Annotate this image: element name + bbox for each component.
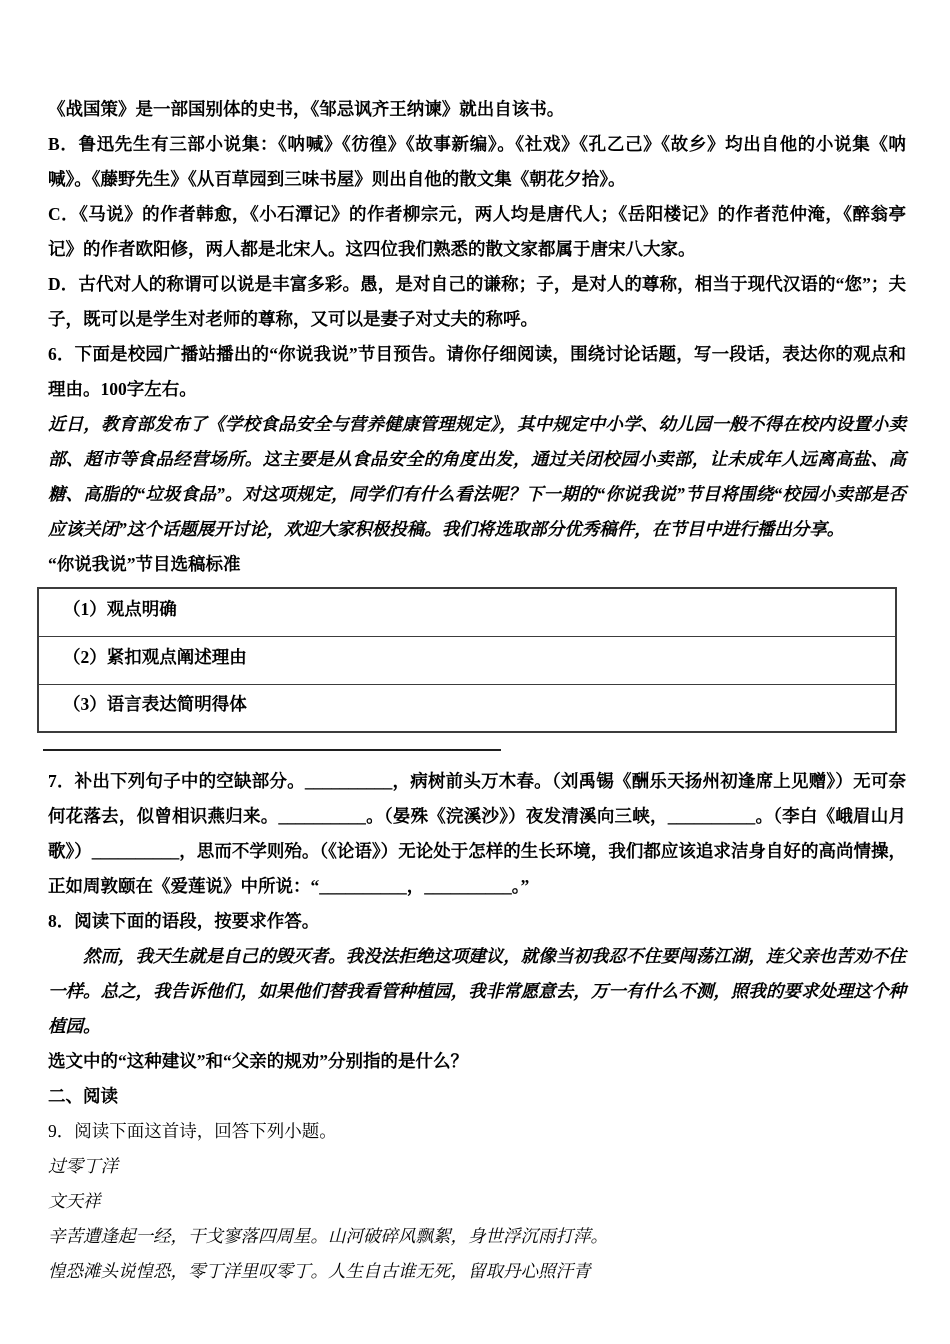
- table-row: [38, 684, 896, 732]
- option-b: B．鲁迅先生有三部小说集：《呐喊》《彷徨》《故事新编》。《社戏》《孔乙己》《故乡》均出自他的小说集《呐喊》。《藤野先生》《从百草园到三味书屋》则出自他的散文集《朝花夕拾》。: [48, 134, 906, 189]
- question-8-passage: 然而，我天生就是自己的毁灭者。我没法拒绝这项建议，就像当初我忍不住要闯荡江湖，连父亲也苦劝不住一样。总之，我告诉他们，如果他们替我看管种植园，我非常愿意去，万一有什么不测，照我的要求处理这个种植园。: [48, 946, 906, 1036]
- option-c: C．《马说》的作者韩愈，《小石潭记》的作者柳宗元，两人均是唐代人；《岳阳楼记》的作者范仲淹，《醉翁亭记》的作者欧阳修，两人都是北宋人。这四位我们熟悉的散文家都属于唐宋八大家。: [48, 204, 906, 259]
- poem-author: 文天祥: [48, 1191, 101, 1211]
- question-9-stem: 9．阅读下面这首诗，回答下列小题。: [48, 1121, 337, 1141]
- answer-blank-line: [43, 749, 501, 751]
- question-8-question: 选文中的“这种建议”和“父亲的规劝”分别指的是什么？: [48, 1051, 468, 1071]
- criteria-table-caption: “你说我说”节目选稿标准: [48, 554, 241, 574]
- table-row: [38, 588, 896, 636]
- option-d: D．古代对人的称谓可以说是丰富多彩。愚，是对自己的谦称；子，是对人的尊称，相当于现代汉语的“您”；夫子，既可以是学生对老师的尊称，又可以是妻子对丈夫的称呼。: [48, 274, 906, 329]
- criteria-row-1: （1）观点明确: [38, 588, 896, 636]
- criteria-row-3: （3）语言表达简明得体: [38, 684, 896, 732]
- poem-title: 过零丁洋: [48, 1156, 118, 1176]
- option-a-continuation: 《战国策》是一部国别体的史书，《邹忌讽齐王纳谏》就出自该书。: [48, 99, 565, 119]
- poem-guolingdingyang: [48, 1149, 906, 1289]
- criteria-table: [37, 587, 897, 733]
- section-2-title: 二、阅读: [48, 1086, 118, 1106]
- question-7: 7．补出下列句子中的空缺部分。__________，病树前头万木春。（刘禹锡《酬乐天扬州初逢席上见赠》）无可奈何花落去，似曾相识燕归来。__________。（晏殊《浣溪沙》）夜发清溪向三峡，__________。（李白《峨眉山月歌》）__________，思而不学则殆。（《论语》）无论处于怎样的生长环境，我们都应该追求洁身自好的高尚情操，正如周敦颐在《爱莲说》中所说：“__________，__________。”: [48, 771, 906, 896]
- poem-line: 惶恐滩头说惶恐，零丁洋里叹零丁。人生自古谁无死，留取丹心照汗青: [48, 1261, 591, 1281]
- question-6-notice: 近日，教育部发布了《学校食品安全与营养健康管理规定》，其中规定中小学、幼儿园一般不得在校内设置小卖部、超市等食品经营场所。这主要是从食品安全的角度出发，通过关闭校园小卖部，让未成年人远离高盐、高糖、高脂的“垃圾食品”。对这项规定，同学们有什么看法呢？下一期的“你说我说”节目将围绕“校园小卖部是否应该关闭”这个话题展开讨论，欢迎大家积极投稿。我们将选取部分优秀稿件，在节目中进行播出分享。: [48, 414, 906, 539]
- question-6-stem: 6．下面是校园广播站播出的“你说我说”节目预告。请你仔细阅读，围绕讨论话题，写一段话，表达你的观点和理由。100字左右。: [48, 344, 906, 399]
- poem-line: 辛苦遭逢起一经，干戈寥落四周星。山河破碎风飘絮，身世浮沉雨打萍。: [48, 1226, 608, 1246]
- question-8-stem: 8．阅读下面的语段，按要求作答。: [48, 911, 320, 931]
- table-row: [38, 636, 896, 684]
- criteria-row-2: （2）紧扣观点阐述理由: [38, 636, 896, 684]
